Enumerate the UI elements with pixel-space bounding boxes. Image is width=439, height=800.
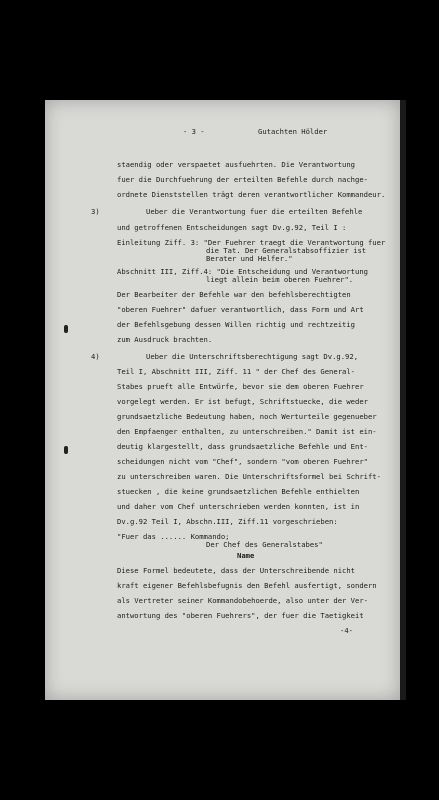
text-line: die Tat. Der Generalstabsoffizier ist: [206, 246, 367, 255]
text-line: der Befehlsgebung dessen Willen richtig und rechtzeitig: [117, 320, 355, 329]
text-line: Teil I, Abschnitt III, Ziff. 11 " der Chef des General-: [117, 367, 355, 376]
text-line: vorgelegt werden. Er ist befugt, Schriftstuecke, die weder: [117, 397, 368, 406]
text-line: Ueber die Verantwortung fuer die erteilten Befehle: [146, 207, 363, 216]
text-line: Abschnitt III, Ziff.4: "Die Entscheidung und Verantwortung: [117, 267, 368, 276]
text-line: liegt allein beim oberen Fuehrer".: [206, 275, 354, 284]
text-line: "Fuer das ...... Kommando;: [117, 532, 230, 541]
text-line: Der Bearbeiter der Befehle war den befehlsberechtigten: [117, 290, 351, 299]
text-line: Dv.g.92 Teil I, Abschn.III, Ziff.11 vorgeschrieben:: [117, 517, 338, 526]
text-line: als Vertreter seiner Kommandobehoerde, also unter der Ver-: [117, 596, 368, 605]
text-line: Ueber die Unterschriftsberechtigung sagt Dv.g.92,: [146, 352, 359, 361]
text-line: Berater und Helfer.": [206, 254, 293, 263]
punch-hole: [64, 325, 68, 333]
punch-hole: [64, 446, 68, 454]
text-line: scheidungen nicht vom "Chef", sondern "vom oberen Fuehrer": [117, 457, 368, 466]
text-line: Diese Formel bedeutete, dass der Unterschreibende nicht: [117, 566, 355, 575]
text-line: fuer die Durchfuehrung der erteilten Befehle durch nachge-: [117, 175, 368, 184]
text-line: deutig klargestellt, dass grundsaetzliche Befehle und Ent-: [117, 442, 368, 451]
text-line: Einleitung Ziff. 3: "Der Fuehrer traegt die Verantwortung fuer: [117, 238, 386, 247]
section-number: 3): [91, 207, 100, 216]
text-line: zu unterschreiben waren. Die Unterschriftsformel bei Schrift-: [117, 472, 381, 481]
section-number: 4): [91, 352, 100, 361]
text-line: den Empfaenger enthalten, zu unterschreiben." Damit ist ein-: [117, 427, 377, 436]
text-line: antwortung des "oberen Fuehrers", der fuer die Taetigkeit: [117, 611, 364, 620]
text-line: und getroffenen Entscheidungen sagt Dv.g.92, Teil I :: [117, 223, 347, 232]
page-edge-shadow: [400, 100, 406, 700]
text-line: kraft eigener Befehlsbefugnis den Befehl ausfertigt, sondern: [117, 581, 377, 590]
page-number: - 3 -: [183, 127, 205, 136]
text-line: staendig oder verspaetet ausfuehrten. Die Verantwortung: [117, 160, 355, 169]
text-line: grundsaetzliche Bedeutung haben, noch Werturteile gegenueber: [117, 412, 377, 421]
text-line: Stabes prueft alle Entwürfe, bevor sie dem oberen Fuehrer: [117, 382, 364, 391]
text-line: stuecken , die keine grundsaetzlichen Befehle enthielten: [117, 487, 360, 496]
text-line: Name: [237, 551, 255, 560]
text-line: ordnete Dienststellen trägt deren verantwortlicher Kommandeur.: [117, 190, 386, 199]
continuation-marker: -4-: [340, 626, 353, 635]
text-line: Der Chef des Generalstabes": [206, 540, 323, 549]
document-header-label: Gutachten Hölder: [258, 127, 328, 136]
text-line: zum Ausdruck brachten.: [117, 335, 213, 344]
text-line: "oberen Fuehrer" dafuer verantwortlich, dass Form und Art: [117, 305, 364, 314]
text-line: und daher vom Chef unterschrieben werden konnten, ist in: [117, 502, 360, 511]
